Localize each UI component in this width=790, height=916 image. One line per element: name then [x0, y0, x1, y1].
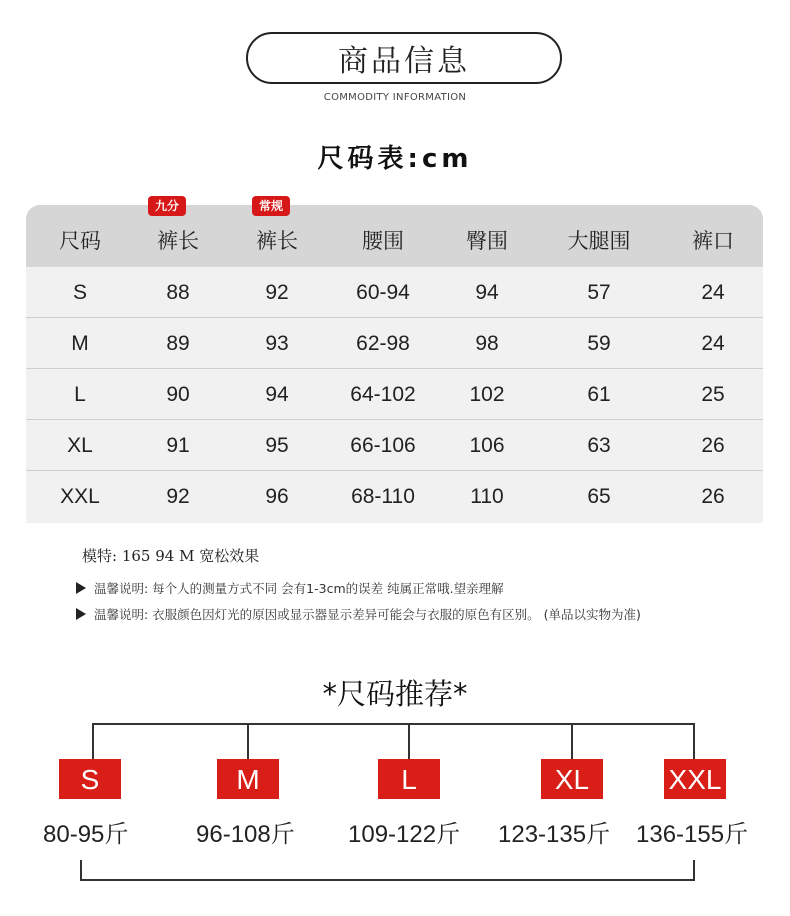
size-chart-title: 尺码表:cm: [317, 144, 473, 174]
bottom-bracket-line: [80, 879, 695, 881]
note-measurement: [76, 579, 504, 597]
header-hip: 臀围: [466, 229, 508, 253]
section-title-pill: [246, 32, 562, 84]
table-row: [26, 369, 763, 420]
table-cell: 89: [166, 332, 190, 355]
header-length-cropped: 裤长: [157, 229, 199, 253]
table-cell: 92: [166, 485, 190, 508]
table-cell: 102: [469, 383, 505, 406]
section-subtitle: COMMODITY INFORMATION: [323, 92, 467, 103]
note-measurement-text: 温馨说明: 每个人的测量方式不同 会有1-3cm的误差 纯属正常哦.望亲理解: [94, 581, 504, 596]
connector-m: [247, 723, 249, 759]
bottom-bracket-right: [693, 860, 695, 881]
size-box-s: S: [59, 759, 121, 799]
table-cell: 88: [166, 281, 190, 304]
weight-s: 80-95斤: [43, 821, 129, 848]
table-cell: 92: [265, 281, 289, 304]
weight-xxl: 136-155斤: [636, 821, 749, 848]
size-box-xxl: XXL: [664, 759, 726, 799]
connector-l: [408, 723, 410, 759]
size-box-xl: XL: [541, 759, 603, 799]
weight-xl: 123-135斤: [498, 821, 611, 848]
table-cell: 110: [470, 485, 504, 508]
table-row: [26, 471, 763, 522]
header-leg-opening: 裤口: [692, 229, 734, 253]
table-cell: 94: [475, 281, 499, 304]
triangle-icon: [76, 608, 86, 620]
table-cell: 57: [587, 281, 611, 304]
header-waist: 腰围: [362, 229, 404, 253]
table-cell: 95: [265, 434, 289, 457]
size-box-l: L: [378, 759, 440, 799]
table-cell: 96: [265, 485, 289, 508]
table-cell: 68-110: [351, 485, 415, 508]
tag-cropped: 九分: [148, 196, 186, 216]
size-box-m: M: [217, 759, 279, 799]
table-cell: 59: [587, 332, 611, 355]
table-cell: 66-106: [350, 434, 416, 457]
note-color: [76, 605, 641, 623]
table-cell: 64-102: [350, 383, 416, 406]
table-cell: 94: [265, 383, 289, 406]
table-cell: 24: [701, 281, 725, 304]
table-cell: 26: [701, 434, 725, 457]
table-row: [26, 267, 763, 318]
table-cell: 60-94: [356, 281, 410, 304]
table-cell: 90: [166, 383, 190, 406]
table-cell: 91: [166, 434, 190, 457]
table-row: [26, 420, 763, 471]
weight-l: 109-122斤: [348, 821, 461, 848]
note-color-text: 温馨说明: 衣服颜色因灯光的原因或显示器显示差异可能会与衣服的原色有区别。 (单品以实物为准): [94, 607, 641, 622]
connector-xl: [571, 723, 573, 759]
recommend-title: *尺码推荐*: [322, 677, 468, 711]
table-cell: XL: [67, 434, 93, 457]
table-cell: L: [74, 383, 86, 406]
table-cell: M: [71, 332, 89, 355]
table-cell: S: [72, 281, 87, 304]
connector-s: [92, 723, 94, 759]
table-cell: 63: [587, 434, 611, 457]
connector-xxl: [693, 723, 695, 759]
table-cell: 26: [701, 485, 725, 508]
table-cell: 98: [475, 332, 499, 355]
table-cell: XXL: [60, 485, 100, 508]
header-thigh: 大腿围: [567, 229, 631, 253]
bottom-bracket-left: [80, 860, 82, 881]
weight-m: 96-108斤: [196, 821, 295, 848]
table-cell: 25: [701, 383, 725, 406]
header-size: 尺码: [59, 229, 101, 253]
size-table: [26, 205, 763, 523]
header-length-regular: 裤长: [256, 229, 298, 253]
top-bracket-line: [92, 723, 695, 725]
table-cell: 65: [587, 485, 611, 508]
table-cell: 93: [265, 332, 289, 355]
table-header: [26, 205, 763, 267]
model-info: 模特: 165 94 M 宽松效果: [82, 547, 260, 565]
tag-regular: 常规: [252, 196, 290, 216]
table-cell: 24: [701, 332, 725, 355]
table-row: [26, 318, 763, 369]
table-cell: 62-98: [356, 332, 410, 355]
table-cell: 61: [587, 383, 611, 406]
triangle-icon: [76, 582, 86, 594]
section-title: 商品信息: [338, 44, 470, 79]
table-cell: 106: [469, 434, 505, 457]
